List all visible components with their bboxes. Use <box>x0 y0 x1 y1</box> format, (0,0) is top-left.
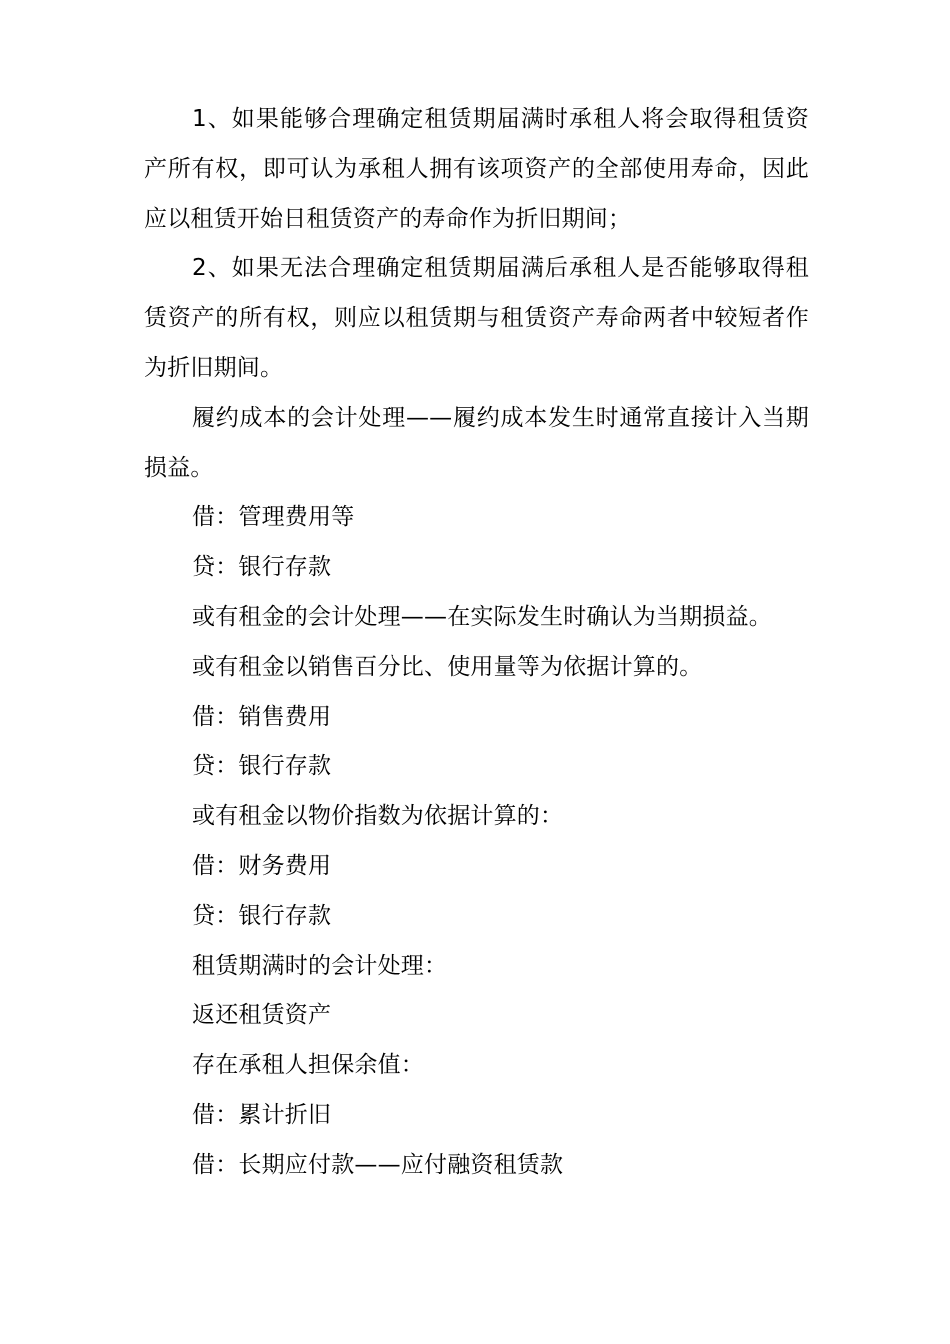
paragraph-contingent-rent: 或有租金的会计处理——在实际发生时确认为当期损益。 <box>192 603 772 630</box>
paragraph-depreciation-rule-1: 1、如果能够合理确定租赁期届满时承租人将会取得租赁资产所有权，即可认为承租人拥有该项资产的全部使用寿命，因此应以租赁开始日租赁资产的寿命作为折旧期间； <box>144 106 809 232</box>
entry-debit-accumulated-depreciation: 借：累计折旧 <box>192 1101 332 1128</box>
entry-debit-finance-expense: 借：财务费用 <box>192 852 332 879</box>
entry-debit-admin-expense: 借：管理费用等 <box>192 504 355 531</box>
document-body <box>144 95 809 1191</box>
paragraph-lease-expiry: 租赁期满时的会计处理： <box>192 952 448 979</box>
paragraph-guaranteed-residual: 存在承租人担保余值： <box>192 1052 424 1079</box>
entry-debit-long-term-payable: 借：长期应付款——应付融资租赁款 <box>192 1151 564 1178</box>
paragraph-contingent-rent-price-index: 或有租金以物价指数为依据计算的： <box>192 803 564 830</box>
paragraph-contingent-rent-sales: 或有租金以销售百分比、使用量等为依据计算的。 <box>192 653 703 680</box>
paragraph-return-asset: 返还租赁资产 <box>192 1002 332 1029</box>
entry-credit-bank-deposit: 贷：银行存款 <box>192 753 332 780</box>
paragraph-performance-cost: 履约成本的会计处理——履约成本发生时通常直接计入当期损益。 <box>144 404 809 481</box>
entry-credit-bank-deposit: 贷：银行存款 <box>192 902 332 929</box>
entry-debit-selling-expense: 借：销售费用 <box>192 703 332 730</box>
entry-credit-bank-deposit: 贷：银行存款 <box>192 554 332 581</box>
paragraph-depreciation-rule-2: 2、如果无法合理确定租赁期届满后承租人是否能够取得租赁资产的所有权，则应以租赁期与租赁资产寿命两者中较短者作为折旧期间。 <box>144 255 809 381</box>
